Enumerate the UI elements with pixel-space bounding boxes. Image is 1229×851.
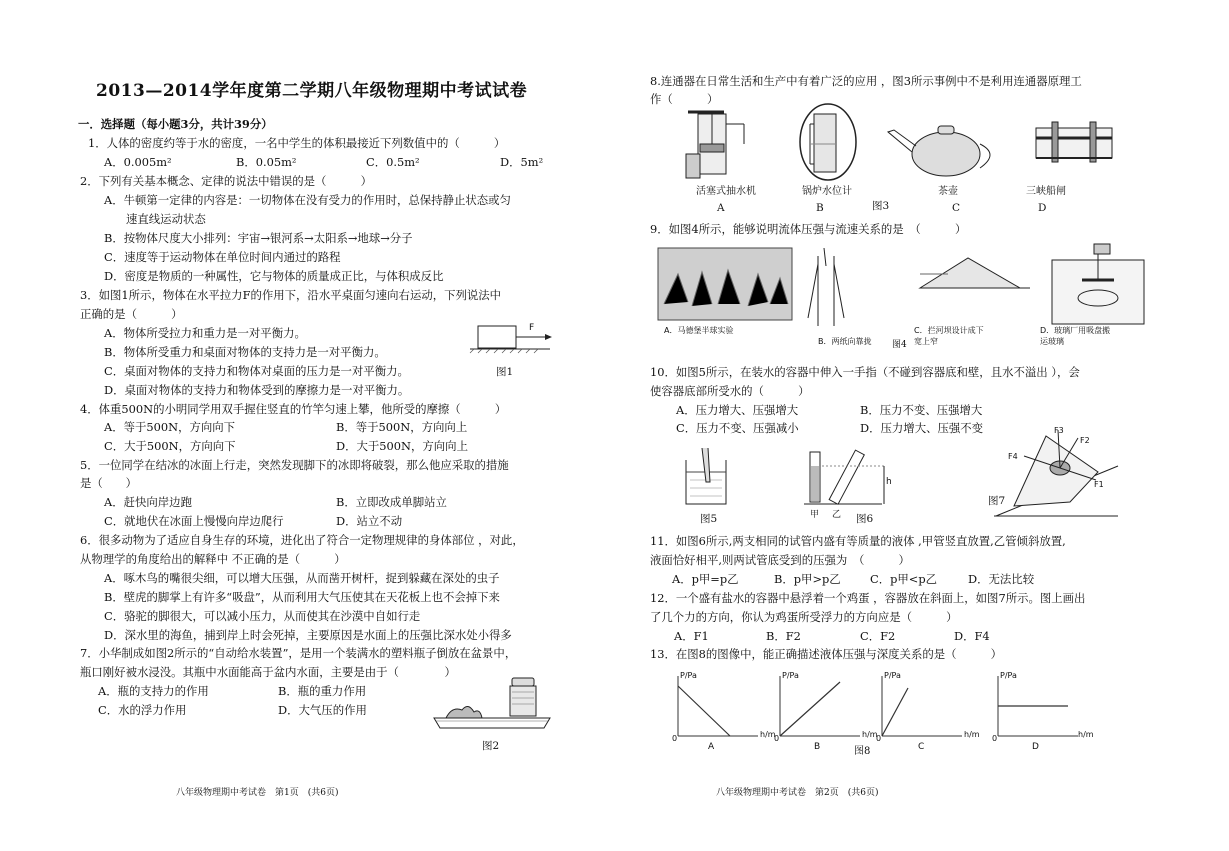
- fig7-force-f3: F3: [1054, 426, 1064, 435]
- fig7-force-f4: F4: [1008, 452, 1018, 461]
- fig4-caption-b: B．两纸向靠拢: [818, 337, 872, 346]
- fig8-a-ylabel: P/Pa: [680, 671, 697, 680]
- fig8-c-ylabel: P/Pa: [884, 671, 901, 680]
- q10-text: 10．如图5所示，在装水的容器中伸入一手指（不碰到容器底和壁，且水不溢出 ），会: [650, 365, 1080, 379]
- figure-8-graphs: [668, 672, 1108, 744]
- q7-text: 7．小华制成如图2所示的“自动给水装置”，是用一个装满水的塑料瓶子倒放在盆景中，: [80, 646, 517, 660]
- figure-8-caption: 图8: [854, 746, 871, 757]
- q11-option-a: A．p甲=p乙: [672, 572, 739, 586]
- q11-option-d: D．无法比较: [968, 572, 1035, 586]
- q7-option-d: D．大气压的作用: [278, 703, 367, 717]
- q13-text: 13．在图8的图像中，能正确描述液体压强与深度关系的是（ ）: [650, 647, 1003, 661]
- q2-option-d: D．密度是物质的一种属性，它与物体的质量成正比，与体积成反比: [104, 269, 444, 283]
- fig8-c-letter: C: [918, 742, 925, 752]
- q4-option-d: D．大于500N，方向向上: [336, 439, 468, 453]
- q2-text: 2．下列有关基本概念、定律的说法中错误的是（ ）: [80, 174, 373, 188]
- q1-option-c: C．0.5m²: [366, 155, 420, 169]
- fig3-item-b-name: 锅炉水位计: [802, 186, 852, 197]
- q3-option-d: D．桌面对物体的支持力和物体受到的摩擦力是一对平衡力。: [104, 383, 410, 397]
- q8-text: 8.连通器在日常生活和生产中有着广泛的应用 ，图3所示事例中不是利用连通器原理工: [650, 74, 1082, 88]
- figure-6-caption: 图6: [856, 513, 874, 525]
- q6-text-cont: 从物理学的角度给出的解释中 不正确的是（ ）: [80, 552, 346, 566]
- q3-option-b: B．物体所受重力和桌面对物体的支持力是一对平衡力。: [104, 345, 386, 359]
- q4-option-c: C．大于500N，方向向下: [104, 439, 236, 453]
- q7-option-b: B．瓶的重力作用: [278, 684, 367, 698]
- q10-option-b: B．压力不变、压强增大: [860, 403, 983, 417]
- q10-option-a: A．压力增大、压强增大: [676, 403, 799, 417]
- figure-1-force-label: F: [529, 323, 535, 333]
- fig8-d-origin: 0: [992, 734, 998, 743]
- q12-text-cont: 了几个力的方向，你认为鸡蛋所受浮力的方向应是（ ）: [650, 610, 958, 624]
- q10-option-d: D．压力增大、压强不变: [860, 421, 984, 435]
- q11-option-c: C．p甲<p乙: [870, 572, 938, 586]
- fig8-a-xlabel: h/m: [760, 730, 776, 739]
- fig6-jia-label: 甲: [810, 510, 820, 520]
- q12-option-a: A．F1: [674, 629, 709, 643]
- fig8-b-ylabel: P/Pa: [782, 671, 799, 680]
- left-footer: 八年级物理期中考试卷 第1页 (共6页): [176, 788, 339, 798]
- left-page: [0, 0, 614, 851]
- fig4-caption-a: A．马德堡半球实验: [664, 326, 734, 335]
- q6-option-c: C．骆驼的脚很大，可以减小压力，从而使其在沙漠中自如行走: [104, 609, 421, 623]
- fig8-b-origin: 0: [774, 734, 780, 743]
- q6-option-d: D．深水里的海鱼，捕到岸上时会死掉，主要原因是水面上的压强比深水处小得多: [104, 628, 512, 642]
- q1-option-d: D．5m²: [500, 155, 544, 169]
- fig8-b-xlabel: h/m: [862, 730, 878, 739]
- q7-text-cont: 瓶口刚好被水浸没。其瓶中水面能高于盆内水面，主要是由于（ ）: [80, 665, 456, 679]
- fig3-item-d-name: 三峡船闸: [1026, 186, 1066, 197]
- q7-option-c: C．水的浮力作用: [98, 703, 187, 717]
- q6-option-a: A．啄木鸟的嘴很尖细，可以增大压强，从而凿开树杆，捉到躲藏在深处的虫子: [104, 571, 500, 585]
- q5-option-b: B．立即改成单脚站立: [336, 495, 447, 509]
- fig8-c-origin: 0: [876, 734, 882, 743]
- q4-option-b: B．等于500N，方向向上: [336, 420, 468, 434]
- q3-option-c: C．桌面对物体的支持力和物体对桌面的压力是一对平衡力。: [104, 364, 409, 378]
- q12-option-b: B．F2: [766, 629, 801, 643]
- q12-text: 12．一个盛有盐水的容器中悬浮着一个鸡蛋 ，容器放在斜面上，如图7所示。图上画出: [650, 591, 1086, 605]
- q2-option-c: C．速度等于运动物体在单位时间内通过的路程: [104, 250, 341, 264]
- fig8-d-ylabel: P/Pa: [1000, 671, 1017, 680]
- fig4-caption-c: C．拦河坝设计成下宽上窄: [914, 326, 984, 346]
- fig6-h-label: h: [886, 477, 892, 487]
- q10-option-c: C．压力不变、压强减小: [676, 421, 799, 435]
- figure-1-diagram: [470, 322, 560, 352]
- q6-option-b: B．壁虎的脚掌上有许多“吸盘”，从而利用大气压使其在天花板上也不会掉下来: [104, 590, 500, 604]
- fig8-a-origin: 0: [672, 734, 678, 743]
- q9-text: 9．如图4所示，能够说明流体压强与流速关系的是 （ ）: [650, 222, 967, 236]
- fig3-item-a-name: 活塞式抽水机: [696, 186, 756, 197]
- q5-text: 5．一位同学在结冰的冰面上行走，突然发现脚下的冰即将破裂，那么他应采取的措施: [80, 458, 509, 472]
- q5-option-c: C．就地伏在冰面上慢慢向岸边爬行: [104, 514, 284, 528]
- figure-2-caption: 图2: [482, 740, 500, 752]
- figure-7-caption: 图7: [988, 495, 1006, 507]
- fig8-d-letter: D: [1032, 742, 1039, 752]
- fig3-item-a-letter: A: [717, 202, 725, 214]
- fig8-d-xlabel: h/m: [1078, 730, 1094, 739]
- q10-text-cont: 使容器底部所受水的（ ）: [650, 384, 810, 398]
- figure-3-diagram: [684, 104, 1114, 184]
- q11-option-b: B．p甲>p乙: [774, 572, 841, 586]
- figure-4-caption: 图4: [892, 340, 907, 350]
- q3-text: 3．如图1所示，物体在水平拉力F的作用下，沿水平桌面匀速向右运动，下列说法中: [80, 288, 502, 302]
- figure-2-diagram: [432, 676, 552, 731]
- q1-option-b: B．0.05m²: [236, 155, 297, 169]
- q5-option-a: A．赶快向岸边跑: [104, 495, 192, 509]
- q4-option-a: A．等于500N，方向向下: [104, 420, 236, 434]
- q3-text-cont: 正确的是（ ）: [80, 307, 183, 321]
- fig8-b-letter: B: [814, 742, 821, 752]
- q7-option-a: A．瓶的支持力的作用: [98, 684, 209, 698]
- figure-5-caption: 图5: [700, 513, 718, 525]
- q1-text: 1．人体的密度约等于水的密度，一名中学生的体积最接近下列数值中的（ ）: [88, 136, 506, 150]
- q2-option-a-cont: 速直线运动状态: [126, 212, 206, 226]
- fig4-caption-d: D．玻璃厂用吸盘搬运玻璃: [1040, 326, 1111, 346]
- right-footer: 八年级物理期中考试卷 第2页 (共6页): [716, 788, 879, 798]
- figure-7-diagram: [994, 426, 1118, 518]
- q1-option-a: A．0.005m²: [104, 155, 172, 169]
- q12-option-c: C．F2: [860, 629, 896, 643]
- fig8-a-letter: A: [708, 742, 715, 752]
- q4-text: 4．体重500N的小明同学用双手握住竖直的竹竿匀速上攀，他所受的摩擦（ ）: [80, 402, 507, 416]
- fig3-item-d-letter: D: [1038, 202, 1047, 214]
- fig7-force-f1: F1: [1094, 480, 1104, 489]
- q11-text: 11．如图6所示,两支相同的试管内盛有等质量的液体 ,甲管竖直放置,乙管倾斜放置,: [650, 534, 1066, 548]
- fig7-force-f2: F2: [1080, 436, 1090, 445]
- fig3-item-b-letter: B: [816, 202, 824, 214]
- figure-3-caption: 图3: [872, 200, 890, 212]
- figure-5-diagram: [682, 446, 732, 508]
- fig3-item-c-letter: C: [952, 202, 961, 214]
- q5-text-cont: 是（ ）: [80, 476, 137, 490]
- right-page: [614, 0, 1229, 851]
- section-heading: 一．选择题（每小题3分，共计39分）: [78, 117, 273, 131]
- figure-1-caption: 图1: [496, 366, 514, 378]
- q11-text-cont: 液面恰好相平,则两试管底受到的压强为 （ ）: [650, 553, 910, 567]
- fig3-item-c-name: 茶壶: [938, 186, 958, 197]
- figure-6-diagram: [802, 446, 892, 508]
- q2-option-a: A．牛顿第一定律的内容是：一切物体在没有受力的作用时，总保持静止状态或匀: [104, 193, 511, 207]
- q6-text: 6．很多动物为了适应自身生存的环境，进化出了符合一定物理规律的身体部位 ，对此，: [80, 533, 524, 547]
- q3-option-a: A．物体所受拉力和重力是一对平衡力。: [104, 326, 306, 340]
- fig6-yi-label: 乙: [832, 510, 842, 520]
- q8-text-cont: 作（ ）: [650, 92, 719, 106]
- q12-option-d: D．F4: [954, 629, 990, 643]
- fig8-c-xlabel: h/m: [964, 730, 980, 739]
- fig3-pump: [686, 112, 744, 178]
- q2-option-b: B．按物体尺度大小排列：宇宙→银河系→太阳系→地球→分子: [104, 231, 413, 245]
- exam-title: 2013—2014学年度第二学期八年级物理期中考试试卷: [96, 81, 528, 101]
- q5-option-d: D．站立不动: [336, 514, 403, 528]
